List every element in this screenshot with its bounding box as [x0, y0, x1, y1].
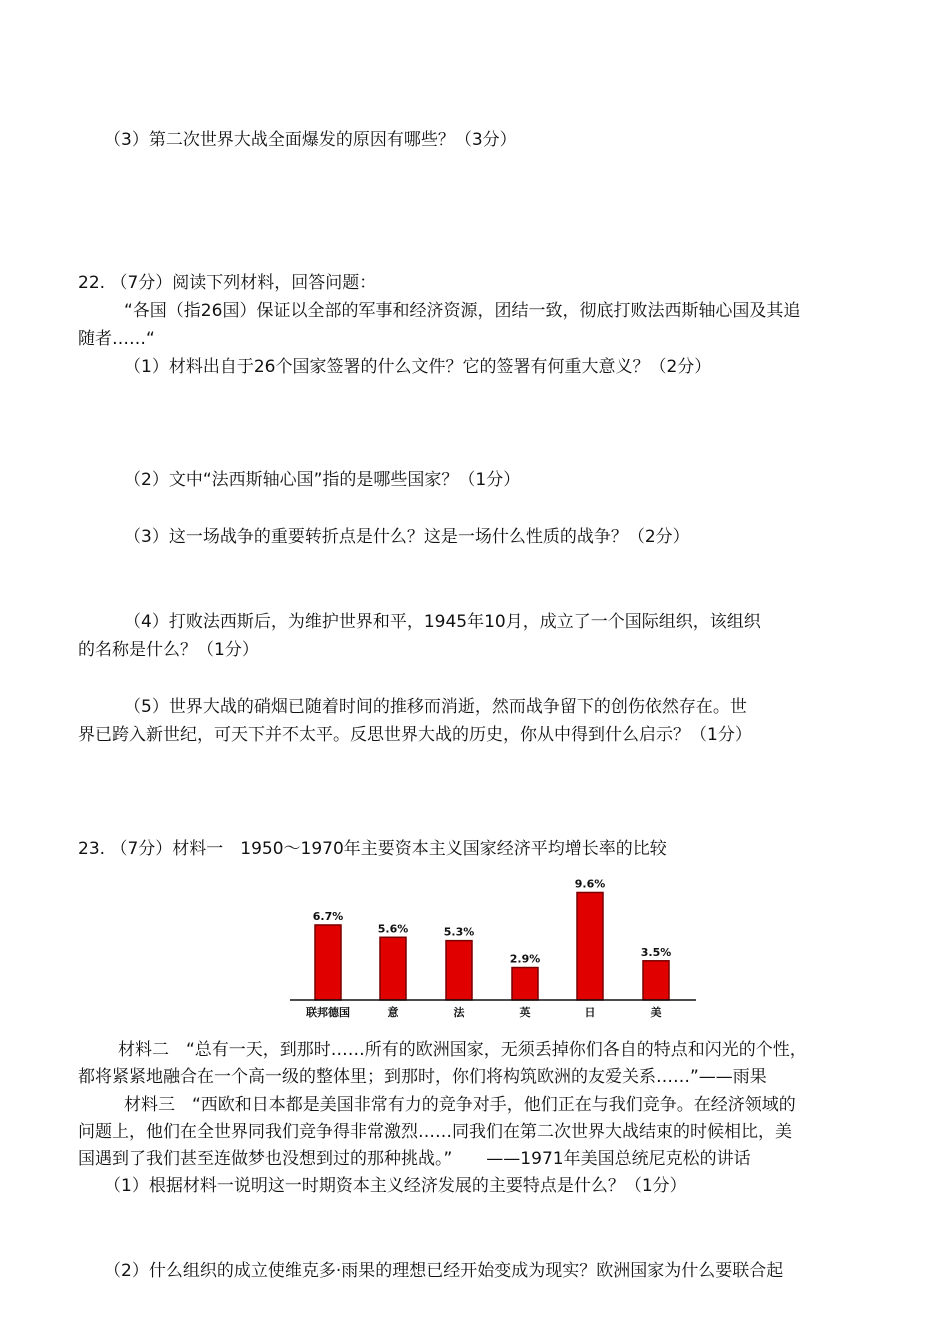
bar-0: [315, 925, 341, 1000]
data-label-3: 2.9%: [509, 952, 541, 966]
data-label-4: 9.6%: [574, 877, 606, 891]
question-22-quote-line-2: 随者……“: [78, 329, 155, 349]
question-22-part-1: （1）材料出自于26个国家签署的什么文件？它的签署有何重大意义？（2分）: [124, 357, 712, 377]
bar-4: [577, 892, 603, 1000]
question-23-heading: 23. （7分）材料一 1950～1970年主要资本主义国家经济平均增长率的比较: [78, 839, 667, 859]
growth-rate-bar-chart: [288, 866, 698, 1026]
question-22-heading: 22. （7分）阅读下列材料，回答问题：: [78, 273, 377, 293]
chart-data-labels: [313, 877, 672, 965]
question-22-part-3: （3）这一场战争的重要转折点是什么？这是一场什么性质的战争？（2分）: [124, 527, 690, 547]
material-3-line-1: 材料三 “西欧和日本都是美国非常有力的竞争对手，他们正在与我们竞争。在经济领域的: [124, 1095, 796, 1115]
question-22-part-2: （2）文中“法西斯轴心国”指的是哪些国家？（1分）: [124, 470, 521, 490]
material-3-line-2: 问题上，他们在全世界同我们竞争得非常激烈……同我们在第二次世界大战结束的时候相比，美: [78, 1122, 792, 1142]
question-22-part-5-line-2: 界已跨入新世纪，可天下并不太平。反思世界大战的历史，你从中得到什么启示？（1分）: [78, 725, 752, 745]
material-2-line-2: 都将紧紧地融合在一个高一级的整体里；到那时，你们将构筑欧洲的友爱关系……”——雨果: [78, 1067, 767, 1087]
category-label-3: 英: [519, 1006, 531, 1019]
question-22-quote-line-1: “各国（指26国）保证以全部的军事和经济资源，团结一致，彻底打败法西斯轴心国及其追: [124, 301, 801, 321]
material-2-line-1: 材料二 “总有一天，到那时……所有的欧洲国家，无须丢掉你们各自的特点和闪光的个性，: [118, 1040, 807, 1060]
data-label-5: 3.5%: [640, 945, 672, 959]
bar-5: [643, 961, 669, 1000]
category-label-0: 联邦德国: [306, 1006, 350, 1019]
category-label-1: 意: [387, 1006, 399, 1019]
question-23-part-2: （2）什么组织的成立使维克多·雨果的理想已经开始变成为现实？欧洲国家为什么要联合起: [104, 1261, 784, 1281]
question-22-part-4-line-1: （4）打败法西斯后，为维护世界和平，1945年10月，成立了一个国际组织，该组织: [124, 612, 761, 632]
bar-3: [512, 968, 538, 1000]
chart-category-labels: [306, 1005, 662, 1019]
bar-1: [380, 937, 406, 1000]
category-label-2: 法: [453, 1006, 465, 1019]
chart-bars: [312, 892, 669, 1000]
data-label-0: 6.7%: [312, 909, 344, 923]
category-label-4: 日: [584, 1006, 596, 1019]
material-3-line-3: 国遇到了我们甚至连做梦也没想到过的那种挑战。” ——1971年美国总统尼克松的讲话: [78, 1149, 751, 1169]
data-label-2: 5.3%: [443, 925, 475, 939]
question-21-part-3: （3）第二次世界大战全面爆发的原因有哪些？（3分）: [104, 130, 517, 150]
question-22-part-5-line-1: （5）世界大战的硝烟已随着时间的推移而消逝，然而战争留下的创伤依然存在。世: [124, 697, 747, 717]
question-22-part-4-line-2: 的名称是什么？（1分）: [78, 640, 259, 660]
bar-2: [446, 941, 472, 1000]
question-23-part-1: （1）根据材料一说明这一时期资本主义经济发展的主要特点是什么？（1分）: [104, 1176, 687, 1196]
category-label-5: 美: [650, 1006, 662, 1019]
data-label-1: 5.6%: [377, 922, 409, 936]
